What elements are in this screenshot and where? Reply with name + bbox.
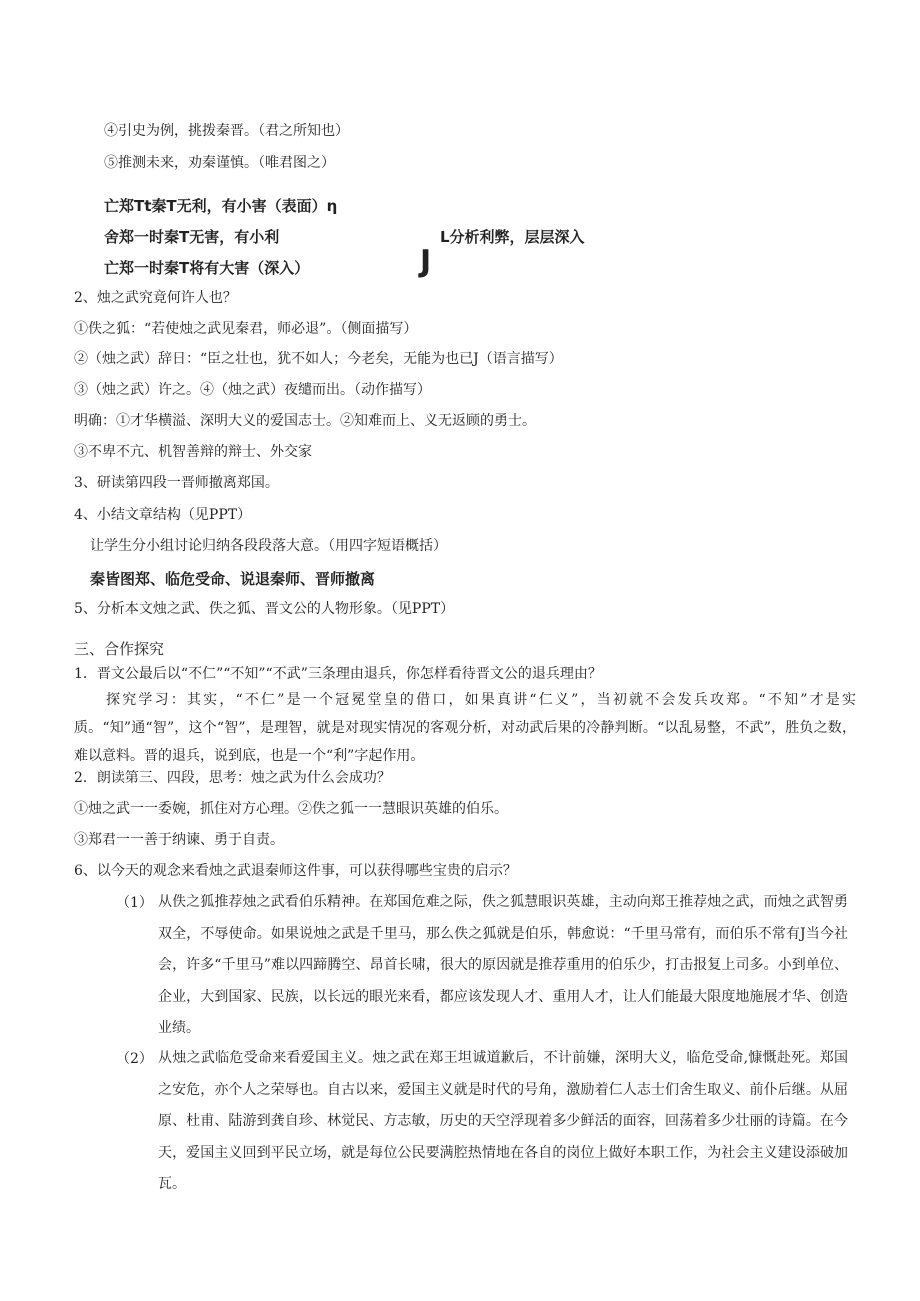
question-heading: 2、烛之武究竟何许人也？ [74, 290, 237, 306]
paragraph: 从佚之狐推荐烛之武看伯乐精神。在郑国危难之际，佚之狐慧眼识英雄，主动向郑王推荐烛之武，而烛之武智勇双全，不辱使命。如果说烛之武是千里马，那么佚之狐就是伯乐，韩愈说：“千里马常有，而伯乐不常有J当今社会，许多“千里马”难以四蹄腾空、昂首长啸，很大的原因就是推荐重用的伯乐少，打击报复上司多。小到单位、企业，大到国家、民族，以长远的眼光来看，都应该发现人才、重用人才，让人们能最大限度地施展才华、创造业绩。 [158, 894, 848, 1036]
text-line: ③不卑不亢、机智善辩的辩士、外交家 [74, 444, 312, 460]
question-heading: 3、研读第四段一晋师撤离郑国。 [74, 475, 279, 491]
section-heading: 三、合作探究 [74, 640, 165, 658]
analysis-summary: L分析利弊，层层深入 [440, 228, 585, 246]
text-line: ①烛之武一一委婉，抓住对方心理。②佚之狐一一慧眼识英雄的伯乐。 [74, 801, 508, 817]
summary-line: 秦皆图郑、临危受命、说退秦师、晋师撤离 [90, 570, 376, 588]
analysis-line: 亡郑一时秦T将有大害（深入） [104, 259, 310, 277]
analysis-line: 亡郑Tt秦T无利，有小害（表面）η [104, 197, 338, 215]
text-line: 明确：①才华横溢、深明大义的爱国志士。②知难而上、义无返顾的勇士。 [74, 413, 536, 429]
question-heading: 5、分析本文烛之武、佚之狐、晋文公的人物形象。（见PPT） [74, 601, 455, 617]
text-line: ①佚之狐：“若使烛之武见秦君，师必退”。（侧面描写） [74, 321, 418, 337]
analysis-line: 舍郑一时秦T无害，有小利 [104, 228, 280, 246]
question-heading: 4、小结文章结构（见PPT） [74, 507, 252, 523]
text-line: ②（烛之武）辞日：“臣之壮也，犹不如人；今老矣，无能为也已J（语言描写） [74, 351, 563, 367]
question-heading: 6、以今天的观念来看烛之武退秦师这件事，可以获得哪些宝贵的启示？ [74, 863, 517, 879]
text-line: ⑤推测未来，劝秦谨慎。（唯君图之） [104, 155, 335, 171]
text-line: 让学生分小组讨论归纳各段段落大意。（用四字短语概括） [90, 538, 447, 554]
list-number: （1） [116, 895, 153, 911]
list-number: （2） [116, 1051, 153, 1067]
bracket-glyph: J [420, 244, 432, 279]
paragraph: 从烛之武临危受命来看爱国主义。烛之武在郑王坦诚道歉后，不计前嫌，深明大义，临危受命,慷慨赴死。郑国之安危，亦个人之荣辱也。自古以来，爱国主义就是时代的号角，激励着仁人志士们舍生取义、前仆后继。从屈原、杜甫、陆游到龚自珍、林觉民、方志敏，历史的天空浮现着多少鲜活的面容，回荡着多少壮丽的诗篇。在今天，爱国主义回到平民立场，就是每位公民要满腔热情地在各自的岗位上做好本职工作，为社会主义建设添破加瓦。 [158, 1050, 848, 1192]
text-line: ③（烛之武）许之。④（烛之武）夜缱而出。（动作描写） [74, 382, 431, 398]
paragraph: 探究学习：其实，“不仁”是一个冠冕堂皇的借口，如果真讲“仁义”，当初就不会发兵攻郑。“不知”才是实质。“知”通“智”，这个“智”，是理智，就是对现实情况的客观分析，对动武后果的冷静判断。“以乱易整，不武”，胜负之数，难以意料。晋的退兵，说到底，也是一个“利”字起作用。 [74, 692, 856, 764]
question-heading: 2．朗读第三、四段，思考：烛之武为什么会成功？ [74, 770, 391, 786]
question-heading: 1．晋文公最后以“不仁”“不知”“不武”三条理由退兵，你怎样看待晋文公的退兵理由？ [74, 666, 602, 682]
text-line: ④引史为例，挑拨秦晋。（君之所知也） [104, 123, 349, 139]
text-line: ③郑君一一善于纳谏、勇于自责。 [74, 832, 284, 848]
